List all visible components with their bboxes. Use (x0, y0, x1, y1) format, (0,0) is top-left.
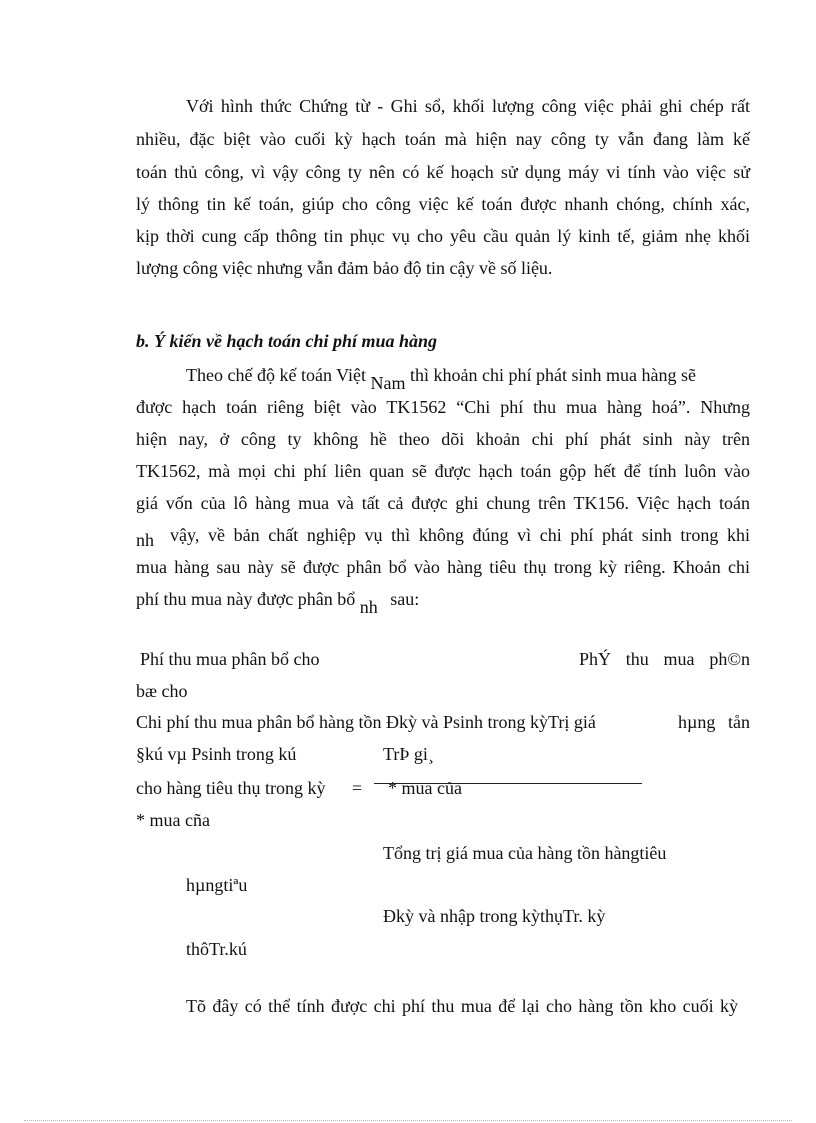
para2-sub-text: nh (359, 597, 378, 617)
formula-line-4-left: §kú vµ Psinh trong kú (136, 744, 297, 764)
formula-line-5-right: * mua của (388, 778, 462, 798)
para2-line-8 (136, 588, 420, 617)
formula-line-7: Tổng trị giá mua của hàng tồn hàngtiêu (383, 843, 667, 863)
para2-text: phí thu mua này được phân bổ (136, 589, 356, 609)
para1-line-4: lý thông tin kế toán, giúp cho công việc kế toán được nhanh chóng, chính xác, (136, 194, 750, 214)
para3-line-1: Tõ đây có thể tính được chi phí thu mua để lại cho hàng tồn kho cuối kỳ (186, 996, 738, 1016)
para2-line-1 (186, 364, 750, 393)
para2-line-5: giá vốn của lô hàng mua và tất cả được ghi chung trên TK156. Việc hạch toán (136, 493, 750, 513)
para2-line-7: mua hàng sau này sẽ được phân bổ vào hàng tiêu thụ trong kỳ riêng. Khoản chi (136, 557, 750, 577)
para2-text: Theo chế độ kế toán Việt (186, 365, 367, 385)
formula-line-9: Đkỳ và nhập trong kỳthụTr. kỳ (383, 906, 606, 926)
formula-line-10: thôTr.kú (186, 939, 247, 959)
formula-line-8: hµngtiªu (186, 875, 248, 895)
formula-equals: = (352, 778, 363, 798)
para2-text: sau: (390, 589, 420, 609)
formula-line-1-left: Phí thu mua phân bổ cho (140, 649, 320, 669)
para1-line-3: toán thủ công, vì vậy công ty nên có kế hoạch sử dụng máy vi tính vào việc sử (136, 162, 750, 182)
para2-text: thì khoản chi phí phát sinh mua hàng sẽ (410, 365, 696, 385)
formula-line-4-right: TrÞ gi¸ (383, 744, 434, 764)
para1-line-1: Với hình thức Chứng từ - Ghi sổ, khối lượng công việc phải ghi chép rất (186, 96, 750, 116)
para2-line-6: vậy, về bản chất nghiệp vụ thì không đúng vì chi phí phát sinh trong khi (170, 525, 750, 545)
formula-line-1-right: PhÝ thu mua ph©n (579, 649, 750, 669)
fraction-bar (374, 783, 642, 784)
page-bottom-dotted-line (24, 1120, 792, 1121)
formula-line-3-left: Chi phí thu mua phân bổ hàng tồn Đkỳ và Psinh trong kỳTrị giá (136, 712, 596, 732)
formula-line-2: bæ cho (136, 681, 188, 701)
formula-line-6: * mua cña (136, 810, 210, 830)
formula-line-3-right: hµng tån (678, 712, 750, 732)
section-heading: b. Ý kiến về hạch toán chi phí mua hàng (136, 331, 438, 351)
para2-line-4: TK1562, mà mọi chi phí liên quan sẽ được hạch toán gộp hết để tính luôn vào (136, 461, 750, 481)
para2-sub-nh-1: nh (136, 530, 154, 550)
para2-line-2: được hạch toán riêng biệt vào TK1562 “Chi phí thu mua hàng hoá”. Nhưng (136, 397, 750, 417)
para2-line-3: hiện nay, ở công ty không hề theo dõi khoản chi phí phát sinh này trên (136, 429, 750, 449)
para2-sub-text: Nam (370, 373, 406, 393)
formula-line-5-left: cho hàng tiêu thụ trong kỳ (136, 778, 326, 798)
para1-line-6: lượng công việc nhưng vẫn đảm bảo độ tin cậy về số liệu. (136, 258, 553, 278)
para1-line-5: kịp thời cung cấp thông tin phục vụ cho yêu cầu quản lý kinh tế, giảm nhẹ khối (136, 226, 750, 246)
para1-line-2: nhiều, đặc biệt vào cuối kỳ hạch toán mà hiện nay công ty vẫn đang làm kế (136, 129, 750, 149)
